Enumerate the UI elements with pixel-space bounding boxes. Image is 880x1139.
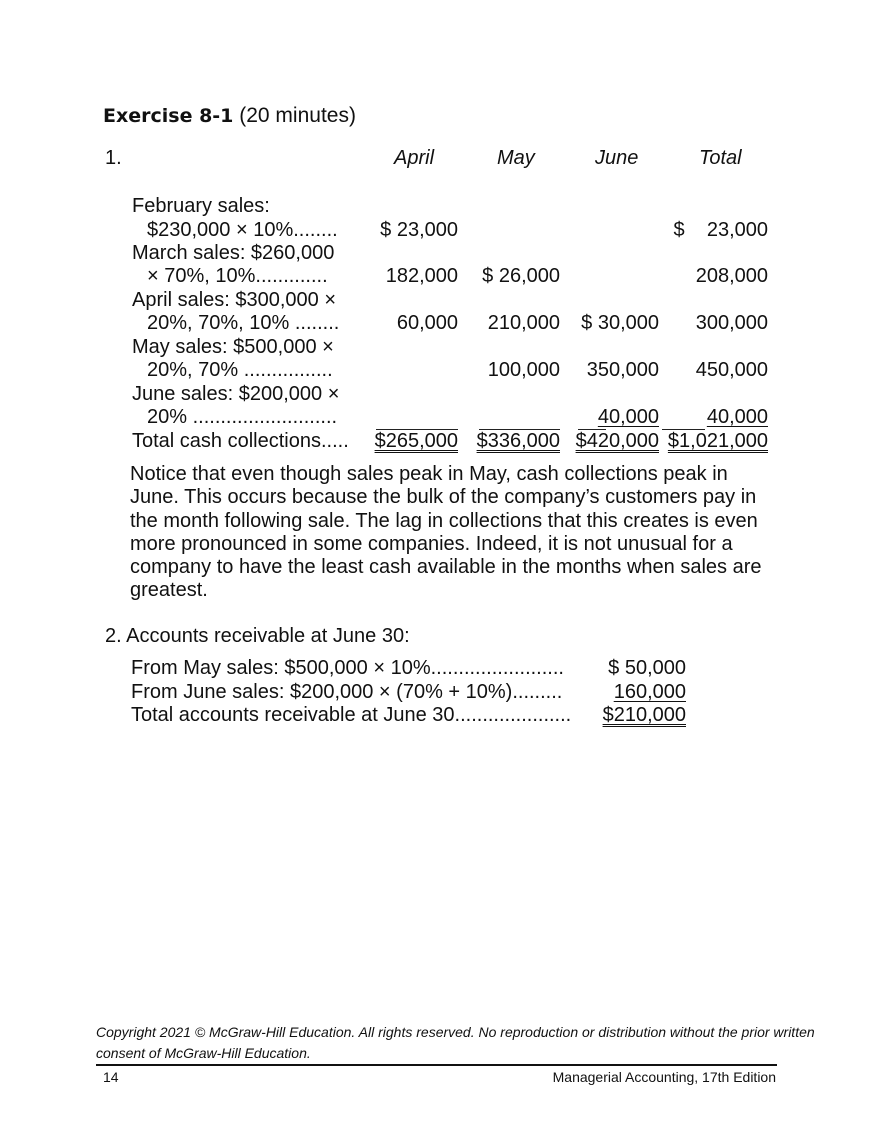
- receivable-total-value: $210,000: [602, 704, 686, 726]
- row-label-detail: $230,000 × 10%........: [147, 219, 338, 241]
- footer-divider: [96, 1064, 777, 1066]
- total-row-label: Total cash collections.....: [132, 430, 349, 452]
- row-label: April sales: $300,000 ×: [132, 289, 337, 311]
- cell-apr-may: 210,000: [487, 312, 560, 334]
- cell-apr-april: 60,000: [396, 312, 458, 334]
- total-total: $1,021,000: [667, 430, 768, 452]
- cell-may-june: 350,000: [586, 359, 659, 381]
- row-label-detail: × 70%, 10%.............: [147, 265, 328, 287]
- column-header-june: June: [595, 147, 639, 169]
- part2-heading: 2. Accounts receivable at June 30:: [105, 625, 410, 647]
- column-header-april: April: [394, 147, 435, 169]
- row-label-detail: 20% ..........................: [147, 406, 338, 428]
- cell-may-total: 450,000: [695, 359, 768, 381]
- receivable-row-label: From May sales: $500,000 × 10%........................: [131, 657, 564, 679]
- exercise-title: [103, 104, 356, 128]
- copyright-notice: Copyright 2021 © McGraw-Hill Education. All rights reserved. No reproduction or distribution without the prior written consent of McGraw-Hill Education.: [96, 1024, 815, 1061]
- cell-apr-total: 300,000: [695, 312, 768, 334]
- row-label: June sales: $200,000 ×: [132, 383, 340, 405]
- cell-may-may: 100,000: [487, 359, 560, 381]
- row-label: March sales: $260,000: [132, 242, 335, 264]
- receivable-row-value: $ 50,000: [608, 657, 686, 679]
- total-may: $336,000: [476, 430, 560, 452]
- receivable-row-label: From June sales: $200,000 × (70% + 10%).........: [131, 681, 563, 703]
- cell-apr-june: $ 30,000: [581, 312, 659, 334]
- cell-mar-may: $ 26,000: [482, 265, 560, 287]
- row-label-detail: 20%, 70% ................: [147, 359, 333, 381]
- exercise-duration: (20 minutes): [239, 104, 356, 127]
- cell-feb-total: $ 23,000: [673, 219, 768, 241]
- cell-mar-april: 182,000: [385, 265, 458, 287]
- total-april: $265,000: [374, 430, 458, 452]
- column-header-total: Total: [699, 147, 742, 169]
- row-label: May sales: $500,000 ×: [132, 336, 334, 358]
- cell-mar-total: 208,000: [695, 265, 768, 287]
- book-title: Managerial Accounting, 17th Edition: [552, 1069, 776, 1085]
- part1-number: 1.: [105, 147, 122, 169]
- cell-jun-total: 40,000: [706, 406, 768, 428]
- column-header-may: May: [497, 147, 535, 169]
- receivable-row-value: 160,000: [613, 681, 686, 703]
- cell-feb-april: $ 23,000: [380, 219, 458, 241]
- row-label-detail: 20%, 70%, 10% ........: [147, 312, 340, 334]
- cell-jun-june: 40,000: [597, 406, 659, 428]
- receivable-total-label: Total accounts receivable at June 30.....................: [131, 704, 572, 726]
- row-label: February sales:: [132, 195, 270, 217]
- total-june: $420,000: [575, 430, 659, 452]
- page-number: 14: [103, 1069, 119, 1085]
- exercise-number: Exercise 8-1: [103, 105, 234, 127]
- explanation-paragraph: Notice that even though sales peak in May, cash collections peak in June. This occurs because the bulk of the company’s customers pay in the month following sale. The lag in collections that this creates is even more pronounced in some companies. Indeed, it is not unusual for a company to have the least cash available in the months when sales are greatest.: [130, 463, 762, 602]
